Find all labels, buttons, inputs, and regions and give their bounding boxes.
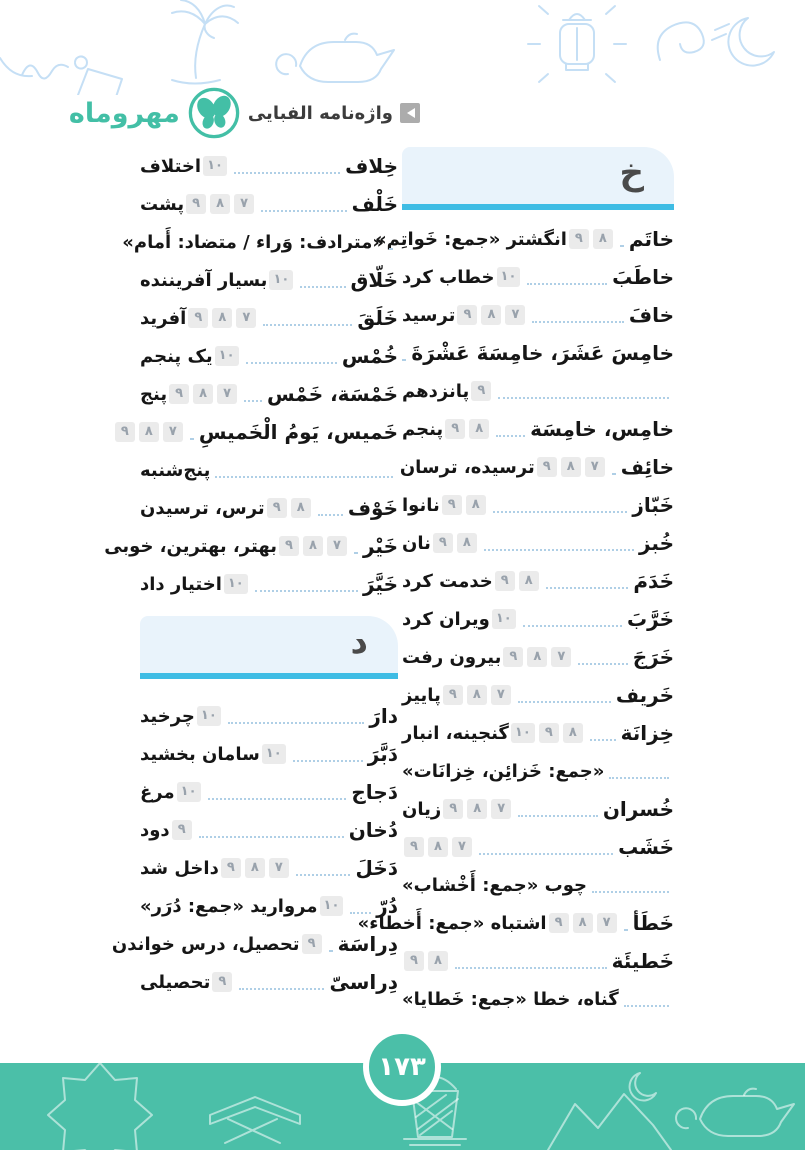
grade-badge: ۹: [172, 820, 192, 840]
grade-badge: ۹: [495, 571, 515, 591]
grade-badge: ۱۰: [511, 723, 535, 743]
dotted-leader: [498, 397, 669, 399]
grade-badge: ۹: [115, 422, 135, 442]
dotted-leader: [208, 798, 347, 800]
grade-badge: ۷: [217, 384, 237, 404]
entry-word: خافَ: [628, 303, 674, 327]
entry-word: خَرَجَ: [632, 645, 674, 669]
entry-meaning: زیان: [402, 798, 442, 820]
entry-meaning: اشتباه «جمع: أَخطاء»: [357, 912, 547, 934]
dictionary-entry-line: [402, 638, 674, 676]
dictionary-entry-line: [140, 299, 398, 337]
grade-badge: ۸: [139, 422, 159, 442]
grade-badge: ۹: [537, 457, 557, 477]
grade-badge: ۷: [491, 799, 511, 819]
grade-badge: ۹: [457, 305, 477, 325]
grade-badge: ۱۰: [215, 346, 239, 366]
grade-badge: ۱۰: [492, 609, 516, 629]
grade-badge: ۱۰: [320, 896, 344, 916]
entry-word: خُسران: [602, 797, 674, 821]
entry-word: خاطَبَ: [612, 265, 674, 289]
grade-badge: ۸: [457, 533, 477, 553]
grade-badge: ۸: [519, 571, 539, 591]
dotted-leader: [244, 400, 262, 402]
entry-meaning: بسیار آفریننده: [140, 269, 268, 291]
dotted-leader: [261, 210, 346, 212]
entry-meaning: اختیار داد: [140, 573, 222, 595]
grade-badge: ۹: [267, 498, 287, 518]
dotted-leader: [246, 362, 337, 364]
dictionary-entry-line: [402, 562, 674, 600]
entries-dal: [111, 697, 398, 1001]
entry-meaning: پنج: [140, 383, 168, 405]
dictionary-entry-line: [402, 828, 674, 866]
dotted-leader: [518, 701, 611, 703]
dotted-leader: [228, 722, 365, 724]
dictionary-entry-line: [402, 752, 674, 790]
entry-word: دَبَّرَ: [367, 742, 398, 766]
grade-badge: ۸: [593, 229, 613, 249]
dotted-leader: [484, 549, 634, 551]
dictionary-entry-line: [140, 565, 398, 603]
entry-word: دِراسَة: [337, 932, 398, 956]
entry-meaning: ترسیده، ترسان: [399, 456, 535, 478]
entry-meaning: ویران کرد: [402, 608, 490, 630]
dotted-leader: [190, 438, 194, 440]
entry-word: خَمْسَة، خَمْس: [267, 382, 398, 406]
butterfly-icon: [187, 86, 241, 140]
section-marker-icon: [400, 103, 420, 123]
entry-word: خِزانَة: [620, 721, 674, 745]
entry-word: خَلَقَ: [357, 306, 398, 330]
entry-meaning: پشت: [140, 193, 185, 215]
grade-badge: ۷: [551, 647, 571, 667]
grade-badge: ۹: [569, 229, 589, 249]
grade-badge: ۱۰: [269, 270, 293, 290]
dotted-leader: [354, 552, 358, 554]
dotted-leader: [263, 324, 352, 326]
entry-meaning: اختلاف: [140, 155, 202, 177]
dotted-leader: [329, 950, 333, 952]
grade-badge: ۹: [188, 308, 208, 328]
grade-badge: ۱۰: [177, 782, 201, 802]
left-triangle-icon: [407, 108, 415, 118]
column-left: [104, 147, 398, 1001]
lantern-icon: [528, 6, 626, 82]
quran-stand-icon: [210, 1097, 300, 1143]
dictionary-entry-line: [120, 413, 398, 451]
genie-lamp-footer-icon: [676, 1089, 794, 1136]
entry-word: دِراسیّ: [329, 970, 398, 994]
dotted-leader: [532, 321, 623, 323]
entry-word: خَلْف: [351, 192, 398, 216]
entry-meaning: پانزدهم: [402, 380, 470, 402]
dictionary-entry-line: [140, 849, 398, 887]
dotted-leader: [255, 590, 358, 592]
dictionary-entry-line: [140, 773, 398, 811]
entry-word: دَجاج: [351, 780, 398, 804]
dictionary-entry-line: [402, 676, 674, 714]
entry-meaning: «مترادف: وَراء / متضاد: أَمام»: [122, 231, 384, 253]
dotted-leader: [624, 929, 628, 931]
calligraphy-swirl-icon: [658, 22, 729, 60]
grade-badge: ۷: [236, 308, 256, 328]
entry-word: دُرّ: [376, 894, 398, 918]
entry-word: خامِسَ عَشَرَ، خامِسَةَ عَشْرَةَ: [411, 341, 674, 365]
grade-badge: ۹: [433, 533, 453, 553]
entry-word: خِلاف: [345, 154, 398, 178]
grade-badge: ۷: [597, 913, 617, 933]
entry-word: خَمیس، یَومُ الْخَمیسِ: [198, 420, 398, 444]
entry-word: خامِس، خامِسَة: [530, 417, 674, 441]
grade-badge: ۷: [327, 536, 347, 556]
dotted-leader: [612, 473, 616, 475]
dictionary-entry-line: [122, 223, 398, 261]
dictionary-entry-line: [402, 486, 674, 524]
entry-word: دُخان: [348, 818, 398, 842]
dictionary-entry-line: [402, 524, 674, 562]
section-header-dal: [140, 616, 398, 679]
grade-badge: ۹: [221, 858, 241, 878]
entry-meaning: مرغ: [140, 781, 175, 803]
entry-word: خَطیئَة: [611, 949, 674, 973]
entry-meaning: تحصیل، درس خواندن: [111, 933, 300, 955]
grade-badge: ۹: [539, 723, 559, 743]
entries-kheh-continued: [104, 147, 398, 603]
dotted-leader: [496, 435, 525, 437]
entry-word: خَرَّبَ: [627, 607, 674, 631]
entry-meaning: پنج‌شنبه: [140, 459, 211, 481]
dotted-leader: [493, 511, 628, 513]
crescent-icon: [728, 18, 774, 66]
entry-meaning: نان: [402, 532, 431, 554]
grade-badge: ۹: [169, 384, 189, 404]
dictionary-entry-line: [402, 372, 674, 410]
grade-badge: ۸: [561, 457, 581, 477]
entry-word: دَخَلَ: [355, 856, 398, 880]
grade-badge: ۹: [279, 536, 299, 556]
entry-word: دارَ: [369, 704, 398, 728]
dictionary-entry-line: [140, 185, 398, 223]
grade-badge: ۹: [212, 972, 232, 992]
grade-badge: ۱۰: [262, 744, 286, 764]
grade-badge: ۷: [505, 305, 525, 325]
entry-meaning: گناه، خطا «جمع: خَطایا»: [402, 988, 619, 1010]
grade-badge: ۸: [573, 913, 593, 933]
dotted-leader: [296, 874, 351, 876]
grade-badge: ۹: [442, 495, 462, 515]
grade-badge: ۱۰: [203, 156, 227, 176]
grade-badge: ۸: [303, 536, 323, 556]
grade-badge: ۹: [302, 934, 322, 954]
entry-meaning: مروارید «جمع: دُرَر»: [140, 895, 318, 917]
star-doodle-icon: [48, 1063, 152, 1150]
dictionary-entry-line: [140, 375, 398, 413]
dictionary-entry-line: [111, 925, 398, 963]
dictionary-entry-line: [402, 600, 674, 638]
grade-badge: ۷: [452, 837, 472, 857]
entry-meaning: خطاب کرد: [402, 266, 495, 288]
entry-word: خَوْف: [347, 496, 398, 520]
entry-word: خَبّاز: [632, 493, 674, 517]
dictionary-entry-line: [140, 811, 398, 849]
dictionary-entry-line: [140, 489, 398, 527]
entry-word: خَطَأ: [632, 911, 674, 935]
brand-logo-text: مهروماه: [68, 97, 180, 129]
entry-word: خَریف: [615, 683, 674, 707]
entry-word: خَیْر: [362, 534, 398, 558]
dictionary-entry-line: [374, 220, 674, 258]
dotted-leader: [350, 912, 371, 914]
grade-badge: ۱۰: [197, 706, 221, 726]
dotted-leader: [546, 587, 629, 589]
dotted-leader: [592, 891, 669, 893]
grade-badge: ۷: [269, 858, 289, 878]
entry-word: خَلّاق: [350, 268, 398, 292]
dotted-leader: [455, 967, 607, 969]
dictionary-entry-line: [140, 963, 398, 1001]
grade-badge: ۸: [428, 837, 448, 857]
grade-badge: ۸: [210, 194, 230, 214]
dotted-leader: [609, 777, 669, 779]
entry-meaning: گنجینه، انبار: [402, 722, 509, 744]
grade-badge: ۹: [549, 913, 569, 933]
entry-meaning: سامان بخشید: [140, 743, 260, 765]
entry-word: خَدَمَ: [633, 569, 674, 593]
grade-badge: ۸: [481, 305, 501, 325]
top-doodle-band: [0, 0, 805, 95]
dotted-leader: [590, 739, 616, 741]
dictionary-entry-line: [140, 337, 398, 375]
crescent-footer-icon: [630, 1073, 656, 1101]
dotted-leader: [199, 836, 344, 838]
entry-word: خَشَب: [618, 835, 674, 859]
entry-meaning: نانوا: [402, 494, 440, 516]
grade-badge: ۸: [467, 799, 487, 819]
grade-badge: ۹: [445, 419, 465, 439]
entry-meaning: چوب «جمع: أَخْشاب»: [402, 874, 587, 896]
grade-badge: ۸: [291, 498, 311, 518]
dictionary-entry-line: [402, 334, 674, 372]
mountains-icon: [548, 1094, 671, 1150]
entry-meaning: یک پنجم: [140, 345, 213, 367]
page-number-badge: [363, 1028, 441, 1106]
entry-meaning: پنجم: [402, 418, 444, 440]
genie-lamp-icon: [276, 34, 394, 82]
dictionary-entry-line: [402, 866, 674, 904]
entry-meaning: بهتر، بهترین، خوبی: [104, 535, 277, 557]
dotted-leader: [620, 245, 624, 247]
grade-badge: ۹: [443, 799, 463, 819]
grade-badge: ۸: [212, 308, 232, 328]
entry-meaning: دود: [140, 819, 170, 841]
dictionary-entry-line: [402, 410, 674, 448]
entry-meaning: ترسید: [402, 304, 456, 326]
dictionary-entry-line: [140, 261, 398, 299]
dotted-leader: [215, 476, 393, 478]
entry-word: خَیَّرَ: [362, 572, 398, 596]
entry-meaning: بیرون رفت: [402, 646, 502, 668]
grade-badge: ۹: [471, 381, 491, 401]
entry-meaning: ترس، ترسیدن: [140, 497, 265, 519]
grade-badge: ۹: [443, 685, 463, 705]
entry-word: خُمْس: [341, 344, 398, 368]
grade-badge: ۷: [234, 194, 254, 214]
grade-badge: ۸: [193, 384, 213, 404]
dictionary-entry-line: [402, 790, 674, 828]
grade-badge: ۸: [527, 647, 547, 667]
entry-meaning: چرخید: [140, 705, 195, 727]
grade-badge: ۸: [466, 495, 486, 515]
dotted-leader: [239, 988, 324, 990]
dotted-leader: [293, 760, 363, 762]
section-letter: خ: [619, 152, 644, 193]
grade-badge: ۹: [503, 647, 523, 667]
palm-tree-icon: [172, 0, 238, 84]
dotted-leader: [523, 625, 622, 627]
dictionary-entry-line: [140, 735, 398, 773]
grade-badge: ۷: [163, 422, 183, 442]
grade-badge: ۸: [469, 419, 489, 439]
grade-badge: ۱۰: [497, 267, 521, 287]
page-title: واژه‌نامه الفبایی: [247, 102, 393, 124]
section-letter: د: [350, 621, 368, 662]
entry-meaning: تحصیلی: [140, 971, 211, 993]
dictionary-entry-line: [140, 451, 398, 489]
grade-badge: ۷: [491, 685, 511, 705]
dictionary-entry-line: [402, 980, 674, 1018]
dotted-leader: [527, 283, 607, 285]
dictionary-entry-line: [402, 714, 674, 752]
entry-meaning: داخل شد: [140, 857, 219, 879]
dotted-leader: [578, 663, 627, 665]
grade-badge: ۸: [245, 858, 265, 878]
entry-word: خاتَم: [628, 227, 674, 251]
grade-badge: ۷: [585, 457, 605, 477]
entry-meaning: «جمع: خَزائِن، خِزانَات»: [402, 760, 605, 782]
dotted-leader: [318, 514, 343, 516]
dictionary-entry-line: [402, 296, 674, 334]
dictionary-entry-line: [104, 527, 398, 565]
grade-badge: ۱۰: [224, 574, 248, 594]
grade-badge: ۹: [186, 194, 206, 214]
entry-meaning: خدمت کرد: [402, 570, 493, 592]
dotted-leader: [300, 286, 345, 288]
dotted-leader: [624, 1005, 669, 1007]
grade-badge: ۸: [428, 951, 448, 971]
entry-meaning: انگشتر «جمع: خَواتِم»: [374, 228, 567, 250]
dictionary-entry-line: [140, 887, 398, 925]
dictionary-entry-line: [402, 258, 674, 296]
dotted-leader: [518, 815, 598, 817]
entry-meaning: پاییز: [402, 684, 441, 706]
grade-badge: ۹: [404, 951, 424, 971]
entry-word: خائِف: [620, 455, 674, 479]
dotted-leader: [234, 172, 340, 174]
section-header-kheh: [402, 147, 674, 210]
entry-word: خُبز: [638, 531, 674, 555]
page-number: ۱۷۳: [378, 1052, 426, 1082]
dictionary-entry-line: [140, 147, 398, 185]
grade-badge: ۹: [404, 837, 424, 857]
dotted-leader: [389, 248, 393, 250]
entry-meaning: آفرید: [140, 307, 187, 329]
grade-badge: ۸: [467, 685, 487, 705]
page-header: [69, 86, 420, 140]
dotted-leader: [402, 359, 406, 361]
dictionary-entry-line: [399, 448, 674, 486]
dictionary-entry-line: [140, 697, 398, 735]
dotted-leader: [479, 853, 613, 855]
grade-badge: ۸: [563, 723, 583, 743]
dictionary-entry-line: [402, 942, 674, 980]
